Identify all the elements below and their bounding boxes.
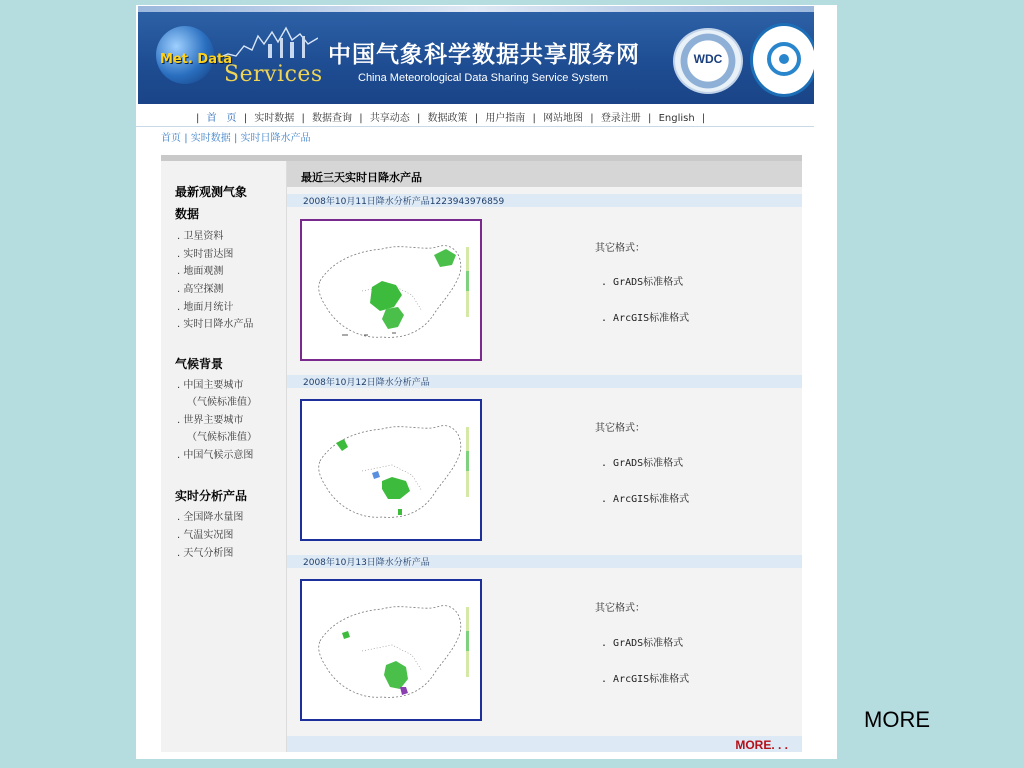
sidebar-section-title: 实时分析产品 — [175, 489, 248, 503]
sidebar-item-radar[interactable]: . 实时雷达图 — [177, 249, 234, 260]
top-nav — [196, 109, 709, 124]
nav-separator: | — [196, 113, 200, 124]
skyline-logo-icon — [218, 24, 318, 64]
sidebar-item-satellite[interactable]: . 卫星资料 — [177, 231, 224, 242]
main-title-bar — [287, 161, 802, 187]
arcgis-format-link[interactable]: . ArcGIS标准格式 — [601, 494, 690, 505]
nav-separator: | — [474, 113, 479, 124]
sidebar-section-title: 最新观测气象 — [175, 185, 248, 199]
main-title: 最近三天实时日降水产品 — [301, 171, 422, 184]
sidebar-item-label: 中国主要城市 — [183, 380, 244, 391]
grads-format-label: GrADS标准格式 — [613, 638, 684, 649]
sidebar-item-label: 气温实况图 — [183, 530, 234, 541]
sidebar — [161, 161, 287, 752]
sidebar-item-weather-analysis[interactable]: . 天气分析图 — [177, 548, 234, 559]
nav-home[interactable]: 首 页 — [206, 113, 237, 124]
nav-separator: | — [243, 113, 248, 124]
other-formats-label: 其它格式： — [595, 603, 645, 614]
cma-logo-icon[interactable] — [750, 23, 814, 97]
sidebar-item-monthly[interactable]: . 地面月统计 — [177, 302, 234, 313]
breadcrumb-current[interactable]: 实时日降水产品 — [240, 133, 311, 144]
breadcrumb-separator: | — [233, 133, 241, 144]
nav-data-policy[interactable]: 数据政策 — [427, 113, 468, 124]
sidebar-item-upper-air[interactable]: . 高空探测 — [177, 284, 224, 295]
sidebar-section-title: 气候背景 — [175, 357, 224, 371]
nav-separator: | — [590, 113, 594, 124]
nav-sharing-news[interactable]: 共享动态 — [369, 113, 410, 124]
nav-site-map[interactable]: 网站地图 — [543, 113, 584, 124]
arcgis-format-label: ArcGIS标准格式 — [613, 674, 690, 685]
site-title-chinese: 中国气象科学数据共享服务网 — [328, 42, 640, 68]
nav-realtime-data[interactable]: 实时数据 — [254, 113, 295, 124]
sidebar-item-label: 地面月统计 — [183, 302, 234, 313]
sidebar-item-china-cities[interactable]: . 中国主要城市 — [177, 380, 244, 391]
china-map-icon — [302, 221, 480, 359]
sidebar-item-temperature[interactable]: . 气温实况图 — [177, 530, 234, 541]
nav-separator: | — [417, 113, 421, 124]
arcgis-format-link[interactable]: . ArcGIS标准格式 — [601, 674, 690, 685]
product-label[interactable]: 2008年10月12日降水分析产品 — [303, 378, 430, 388]
nav-user-guide[interactable]: 用户指南 — [485, 113, 526, 124]
product-header — [287, 555, 802, 568]
grads-format-link[interactable]: . GrADS标准格式 — [601, 638, 684, 649]
logo-sub-text: Services — [224, 62, 323, 87]
nav-separator: | — [701, 113, 706, 124]
breadcrumb-home[interactable]: 首页 — [161, 133, 181, 144]
more-bar — [287, 736, 802, 752]
sidebar-item-label: 高空探测 — [183, 284, 224, 295]
nav-separator: | — [648, 113, 652, 124]
sidebar-item-surface[interactable]: . 地面观测 — [177, 266, 224, 277]
sidebar-item-label: 卫星资料 — [183, 231, 224, 242]
main-content — [287, 161, 802, 752]
precipitation-map-image[interactable] — [300, 399, 482, 541]
sidebar-item-precip[interactable]: . 实时日降水产品 — [177, 319, 254, 330]
nav-divider — [136, 126, 814, 127]
banner-top-stripe — [138, 6, 814, 12]
product-header — [287, 194, 802, 207]
sidebar-item-label: 全国降水量图 — [183, 512, 244, 523]
other-formats-label: 其它格式： — [595, 423, 645, 434]
china-map-icon — [302, 401, 480, 539]
grads-format-label: GrADS标准格式 — [613, 277, 684, 288]
logo-text: Met. Data — [160, 52, 232, 67]
wdc-logo-label: WDC — [693, 52, 723, 66]
slide-more-label[interactable]: MORE — [864, 707, 930, 732]
sidebar-item-precip-map[interactable]: . 全国降水量图 — [177, 512, 244, 523]
grads-format-label: GrADS标准格式 — [613, 458, 684, 469]
breadcrumb-realtime[interactable]: 实时数据 — [190, 133, 231, 144]
product-label[interactable]: 2008年10月13日降水分析产品 — [303, 558, 430, 568]
nav-separator: | — [532, 113, 536, 124]
sidebar-item-label: 世界主要城市 — [183, 415, 244, 426]
nav-separator: | — [359, 113, 363, 124]
arcgis-format-label: ArcGIS标准格式 — [613, 313, 690, 324]
sidebar-item-label: 实时雷达图 — [183, 249, 234, 260]
china-map-icon — [302, 581, 480, 719]
grads-format-link[interactable]: . GrADS标准格式 — [601, 277, 684, 288]
nav-data-query[interactable]: 数据查询 — [312, 113, 353, 124]
sidebar-item-label: 中国气候示意图 — [183, 450, 254, 461]
sidebar-item-note[interactable]: （气候标准值） — [187, 397, 257, 408]
nav-separator: | — [301, 113, 305, 124]
breadcrumb-separator: | — [184, 133, 191, 144]
sidebar-item-label: 实时日降水产品 — [183, 319, 254, 330]
product-header — [287, 375, 802, 388]
precipitation-map-image[interactable] — [300, 219, 482, 361]
sidebar-section-title: 数据 — [175, 207, 200, 221]
sidebar-item-world-cities[interactable]: . 世界主要城市 — [177, 415, 244, 426]
cma-logo-core — [779, 54, 789, 64]
cma-logo-ring — [767, 42, 801, 76]
nav-login-register[interactable]: 登录注册 — [600, 113, 641, 124]
sidebar-item-climate-map[interactable]: . 中国气候示意图 — [177, 450, 254, 461]
site-banner — [138, 6, 814, 104]
more-link[interactable]: MORE. . . — [735, 738, 788, 752]
breadcrumb — [161, 129, 311, 144]
arcgis-format-label: ArcGIS标准格式 — [613, 494, 690, 505]
site-title-english: China Meteorological Data Sharing Service System — [358, 72, 609, 84]
other-formats-label: 其它格式： — [595, 243, 645, 254]
sidebar-item-label: 天气分析图 — [183, 548, 234, 559]
web-page — [136, 5, 837, 759]
grads-format-link[interactable]: . GrADS标准格式 — [601, 458, 684, 469]
wdc-logo-icon[interactable] — [673, 28, 743, 94]
sidebar-item-label: 地面观测 — [183, 266, 224, 277]
sidebar-item-note[interactable]: （气候标准值） — [187, 432, 257, 443]
arcgis-format-link[interactable]: . ArcGIS标准格式 — [601, 313, 690, 324]
precipitation-map-image[interactable] — [300, 579, 482, 721]
nav-english[interactable]: English — [658, 113, 695, 124]
product-label[interactable]: 2008年10月11日降水分析产品1223943976859 — [303, 197, 505, 207]
